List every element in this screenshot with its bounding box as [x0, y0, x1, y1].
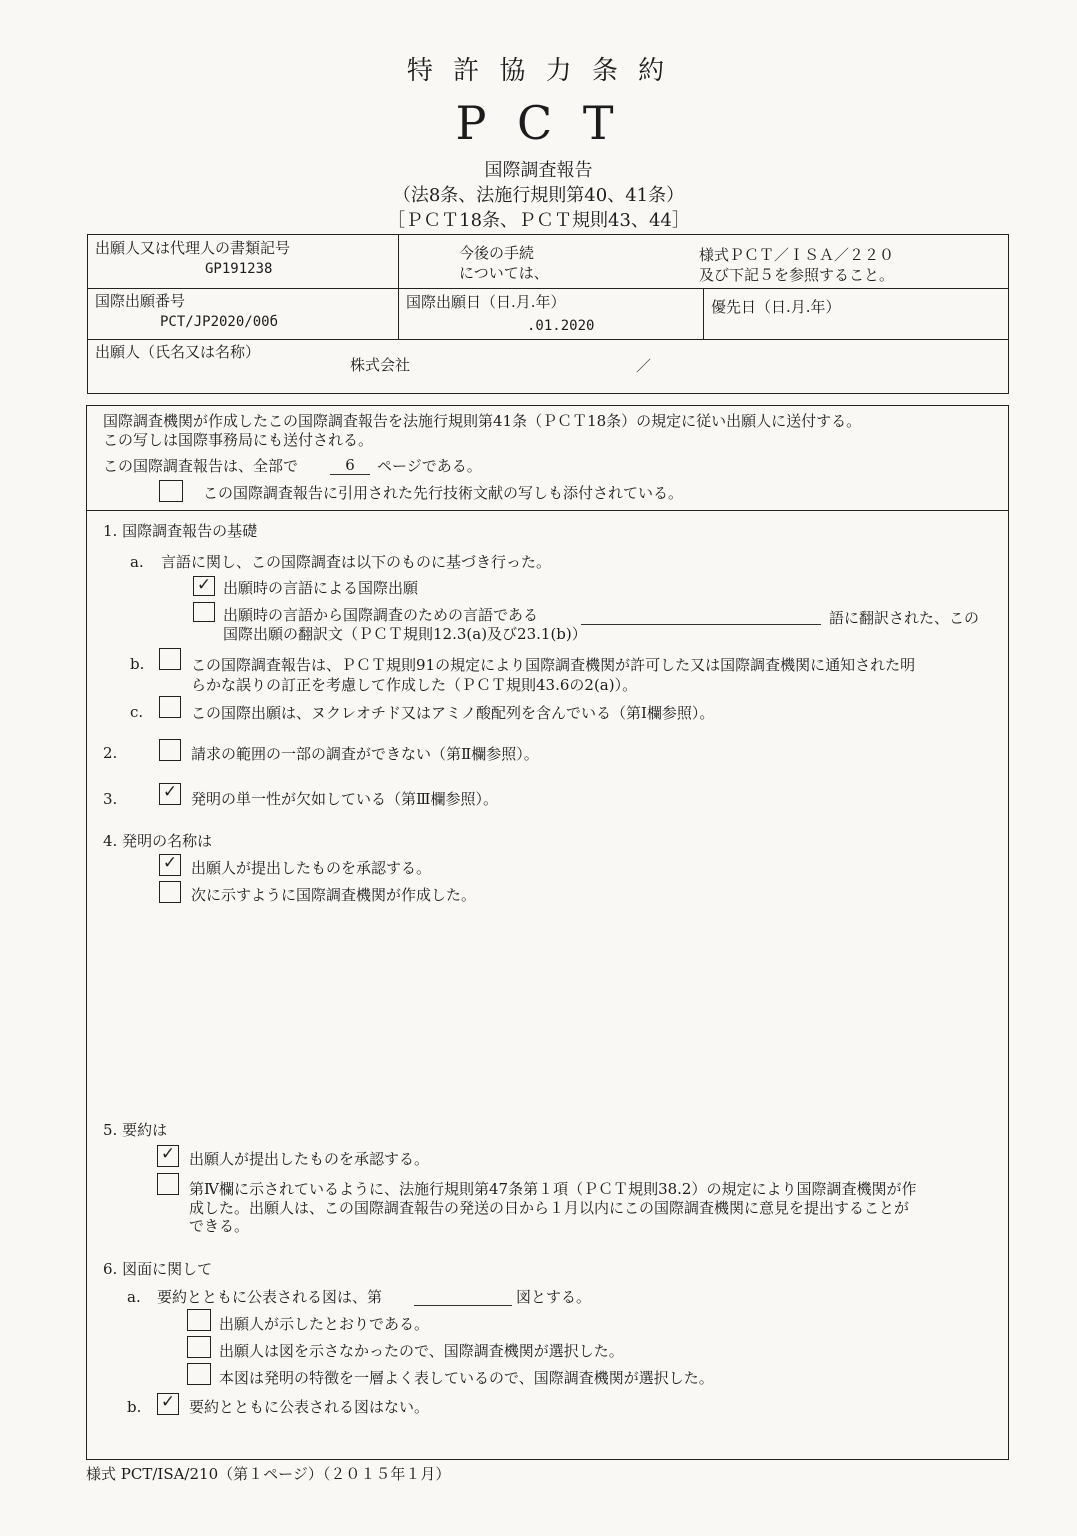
- section6-heading: 6. 図面に関して: [103, 1260, 213, 1278]
- intro-divider: [86, 510, 1009, 511]
- original-language-checkbox[interactable]: [193, 576, 215, 596]
- translation-language-blank[interactable]: [581, 624, 821, 625]
- section6b-label: b.: [127, 1398, 142, 1416]
- pct-title: P C T: [455, 96, 622, 150]
- form-ref-line2: 及び下記５を参照すること。: [699, 266, 895, 284]
- figure-number-prefix: 要約とともに公表される図は、第: [157, 1288, 383, 1306]
- sequence-listing-checkbox[interactable]: [159, 696, 181, 718]
- section1a-label: a.: [130, 553, 144, 571]
- copies-attached-checkbox[interactable]: [159, 480, 183, 502]
- intro-line1: 国際調査機関が作成したこの国際調査報告を法施行規則第41条（ＰＣＴ18条）の規定に従い出願人に送付する。: [103, 412, 862, 430]
- section1c-label: c.: [130, 703, 144, 721]
- table-row-divider: [87, 339, 1009, 340]
- pct-reference: ［ＰＣＴ18条、ＰＣＴ規則43、44］: [387, 210, 690, 231]
- pages-value: 6: [330, 456, 370, 475]
- abstract-established-line3: できる。: [189, 1217, 250, 1235]
- section2-num: 2.: [103, 744, 118, 762]
- claims-not-searched-text: 請求の範囲の一部の調査ができない（第Ⅱ欄参照）。: [191, 745, 539, 763]
- file-ref-label: 出願人又は代理人の書類記号: [95, 239, 291, 257]
- check-mark-icon: ✓: [162, 782, 178, 802]
- section1b-label: b.: [130, 655, 145, 673]
- sequence-listing-text: この国際出願は、ヌクレオチド又はアミノ酸配列を含んでいる（第Ⅰ欄参照）。: [191, 704, 715, 722]
- treaty-title: 特 許 協 力 条 約: [406, 56, 671, 86]
- figure-chosen-no-suggestion-text: 出願人は図を示さなかったので、国際調査機関が選択した。: [219, 1342, 624, 1360]
- check-mark-icon: ✓: [162, 853, 178, 873]
- unity-lacking-checkbox[interactable]: [159, 783, 181, 805]
- applicant-mark: ／: [636, 357, 652, 375]
- abstract-approved-text: 出願人が提出したものを承認する。: [189, 1150, 430, 1168]
- rectification-checkbox[interactable]: [159, 648, 181, 670]
- no-figure-checkbox[interactable]: [157, 1393, 179, 1415]
- section4-heading: 4. 発明の名称は: [103, 832, 213, 850]
- filing-date-value: .01.2020: [527, 318, 595, 334]
- application-number-value: PCT/JP2020/00б: [160, 314, 279, 330]
- further-action-line1: 今後の手続: [459, 244, 535, 262]
- title-established-text: 次に示すように国際調査機関が作成した。: [191, 886, 477, 904]
- abstract-approved-checkbox[interactable]: [157, 1145, 179, 1167]
- form-id-footer: 様式 PCT/ISA/210（第１ページ）（２０１５年１月）: [86, 1465, 451, 1483]
- application-number-label: 国際出願番号: [95, 292, 186, 310]
- section6a-label: a.: [127, 1288, 141, 1306]
- abstract-established-checkbox[interactable]: [157, 1173, 179, 1195]
- table-col-divider: [703, 288, 704, 339]
- file-ref-value: GP191238: [205, 261, 273, 277]
- applicant-label: 出願人（氏名又は名称）: [95, 343, 261, 361]
- pages-prefix: この国際調査報告は、全部で: [103, 457, 299, 475]
- figure-number-suffix: 図とする。: [516, 1288, 592, 1306]
- translation-checkbox[interactable]: [193, 602, 215, 622]
- figure-chosen-better-text: 本図は発明の特徴を一層よく表しているので、国際調査機関が選択した。: [219, 1369, 714, 1387]
- figure-number-blank[interactable]: [414, 1305, 512, 1306]
- translation-text-line1: 出願時の言語から国際調査のための言語である: [223, 606, 539, 624]
- figure-as-suggested-checkbox[interactable]: [187, 1309, 211, 1331]
- check-mark-icon: ✓: [196, 575, 212, 595]
- section1a-text: 言語に関し、この国際調査は以下のものに基づき行った。: [161, 553, 552, 571]
- figure-chosen-no-suggestion-checkbox[interactable]: [187, 1336, 211, 1358]
- further-action-line2: については、: [459, 264, 549, 282]
- claims-not-searched-checkbox[interactable]: [159, 739, 181, 761]
- section5-heading: 5. 要約は: [103, 1121, 168, 1139]
- priority-date-label: 優先日（日.月.年）: [711, 298, 841, 316]
- original-language-text: 出願時の言語による国際出願: [223, 579, 419, 597]
- figure-as-suggested-text: 出願人が示したとおりである。: [219, 1315, 430, 1333]
- applicant-value: 株式会社: [350, 356, 411, 374]
- table-col-divider: [398, 234, 399, 339]
- pages-suffix: ページである。: [377, 457, 482, 475]
- section1-heading: 1. 国際調査報告の基礎: [103, 522, 258, 540]
- intro-line2: この写しは国際事務局にも送付される。: [103, 431, 374, 449]
- check-mark-icon: ✓: [160, 1392, 176, 1412]
- copies-attached-text: この国際調査報告に引用された先行技術文献の写しも添付されている。: [203, 484, 684, 502]
- report-title: 国際調査報告: [484, 160, 593, 181]
- form-ref-line1: 様式ＰＣＴ／ＩＳＡ／２２０: [699, 246, 895, 264]
- figure-chosen-better-checkbox[interactable]: [187, 1363, 211, 1385]
- filing-date-label: 国際出願日（日.月.年）: [406, 293, 566, 311]
- table-row-divider: [87, 288, 1009, 289]
- translation-text-line1-end: 語に翻訳された、この: [829, 609, 980, 627]
- abstract-established-line2: 成した。出願人は、この国際調査報告の発送の日から１月以内にこの国際調査機関に意見を提出することが: [189, 1199, 910, 1217]
- law-reference: （法8条、法施行規則第40、41条）: [392, 185, 685, 206]
- check-mark-icon: ✓: [160, 1144, 176, 1164]
- abstract-established-line1: 第Ⅳ欄に示されているように、法施行規則第47条第１項（ＰＣＴ規則38.2）の規定により国際調査機関が作: [189, 1180, 917, 1198]
- title-approved-checkbox[interactable]: [159, 854, 181, 876]
- title-approved-text: 出願人が提出したものを承認する。: [191, 859, 432, 877]
- title-established-checkbox[interactable]: [159, 881, 181, 903]
- unity-lacking-text: 発明の単一性が欠如している（第Ⅲ欄参照）。: [191, 790, 498, 808]
- rectification-text-line1: この国際調査報告は、ＰＣＴ規則91の規定により国際調査機関が許可した又は国際調査機関に通知された明: [191, 656, 916, 674]
- section3-num: 3.: [103, 790, 118, 808]
- no-figure-text: 要約とともに公表される図はない。: [189, 1398, 430, 1416]
- rectification-text-line2: らかな誤りの訂正を考慮して作成した（ＰＣＴ規則43.6の2(a)）。: [191, 676, 638, 694]
- translation-text-line2: 国際出願の翻訳文（ＰＣＴ規則12.3(a)及び23.1(b)）: [223, 625, 587, 643]
